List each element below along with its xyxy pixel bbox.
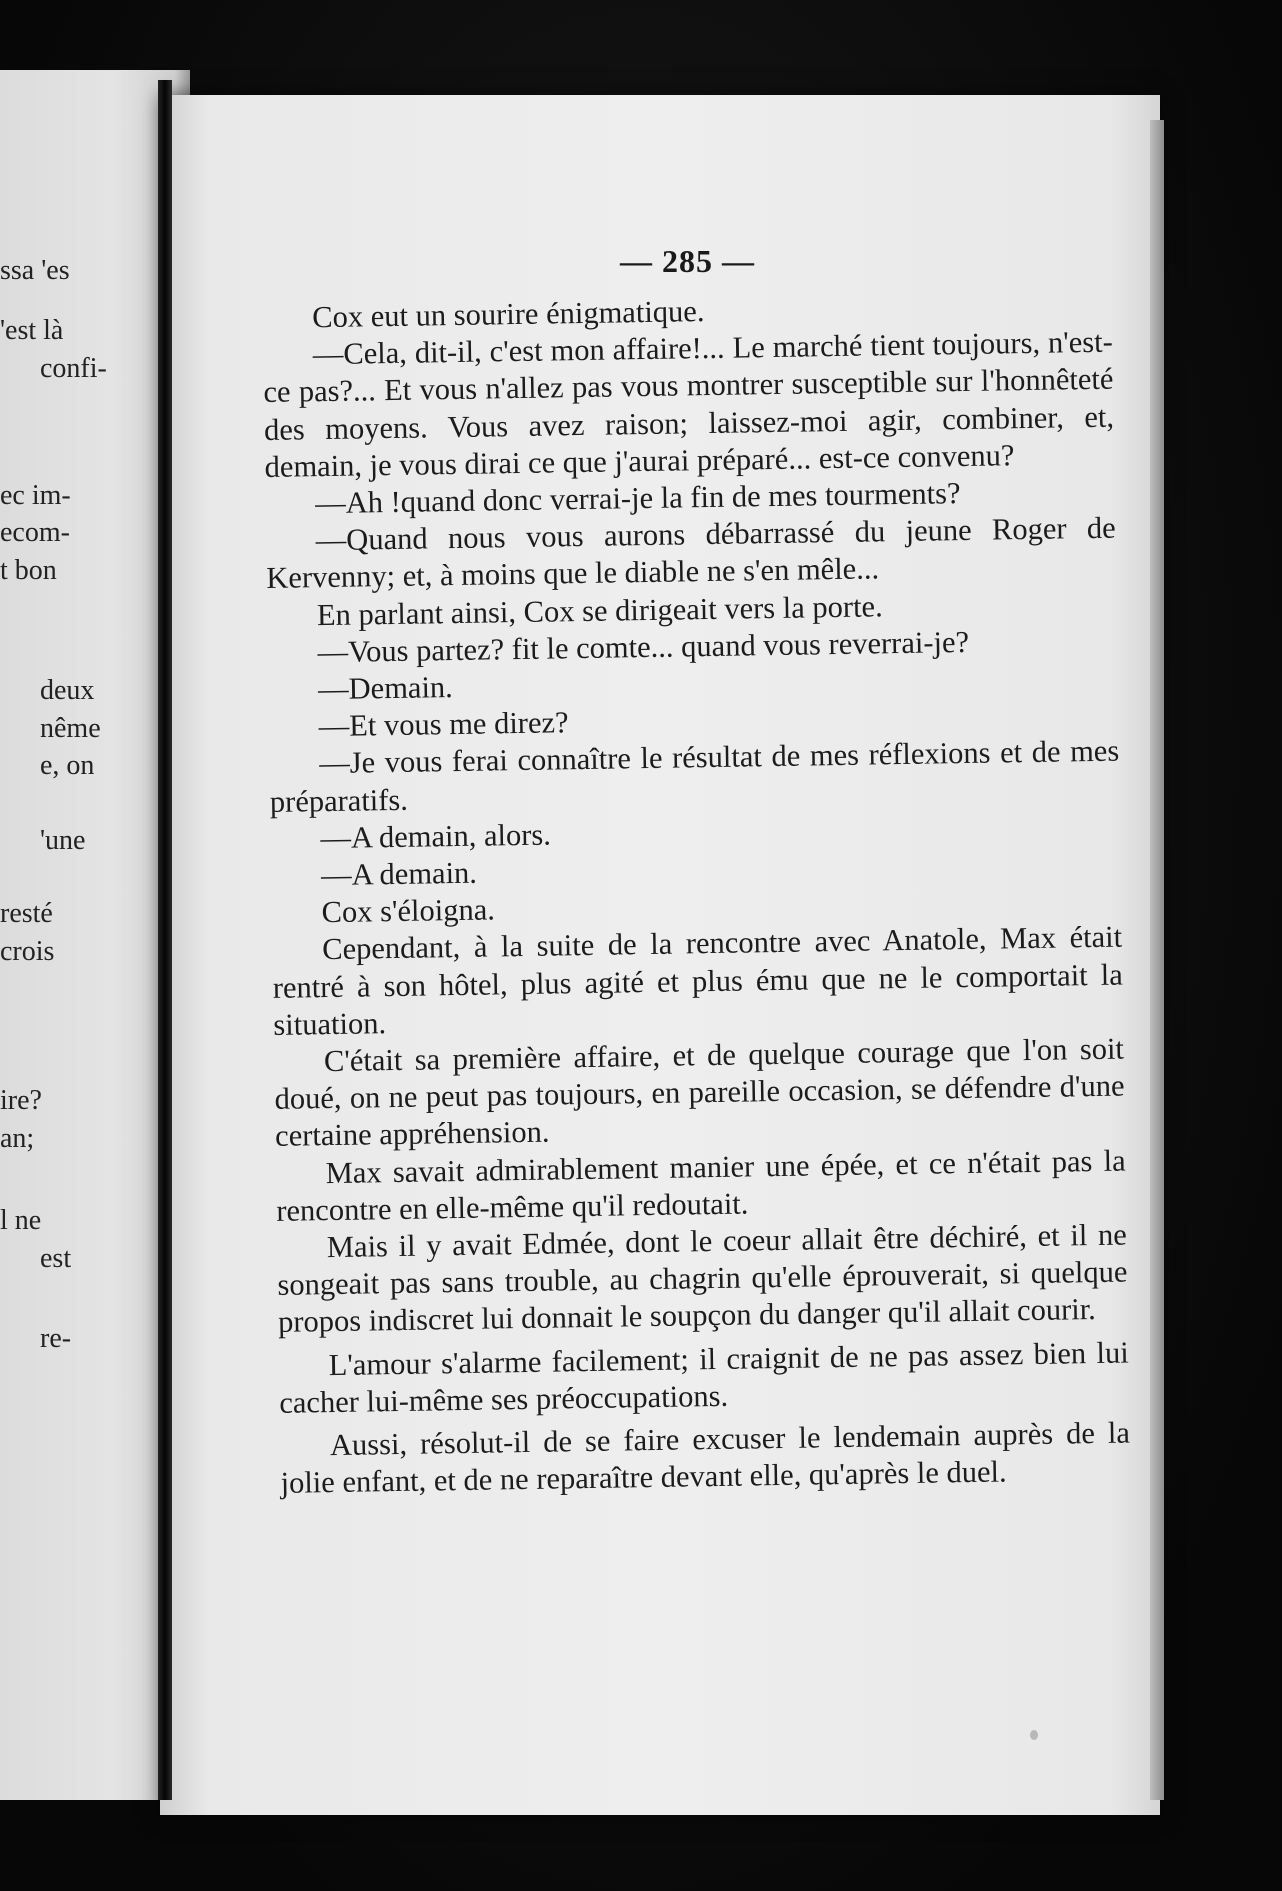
paragraph: —Ah !quand donc verrai-je la fin de mes tourments? (314, 476, 961, 521)
left-page-fragment: ecom- (0, 517, 70, 548)
paragraph: —Je vous ferai connaître le résultat de mes réflexions et de mes préparatifs. (269, 734, 1120, 819)
paragraph: Cependant, à la suite de la rencontre avec Anatole, Max était rentré à son hôtel, plus agité et plus ému que ne le comportait la situation. (272, 920, 1123, 1042)
paragraph: Max savait admirablement manier une épée, et ce n'était pas la rencontre en elle-même qu'il redoutait. (276, 1143, 1126, 1228)
paper-stain (1030, 1730, 1038, 1740)
left-page-fragment: 'une (40, 825, 86, 856)
paragraph: Cox s'éloigna. (321, 892, 496, 930)
paragraph: —Cela, dit-il, c'est mon affaire!... Le marché tient toujours, n'est-ce pas?... Et vous n'allez pas vous montrer susceptible sur l'honnêteté des moyens. Vous avez raison; laissez-moi agir, combiner, et, demain, je vous dirai ce que j'aurai préparé... est-ce convenu? (263, 324, 1115, 484)
left-page-fragment: est (40, 1243, 72, 1274)
paragraph: C'était sa première affaire, et de quelque courage que l'on soit doué, on ne peut pas toujours, en pareille occasion, se défendre d'une certaine appréhension. (274, 1031, 1125, 1154)
paragraph: Aussi, résolut-il de se faire excuser le lendemain auprès de la jolie enfant, et de ne reparaître devant elle, qu'après le duel. (280, 1415, 1131, 1501)
left-page-fragment: crois (0, 936, 55, 967)
left-page-fragment: an; (0, 1123, 35, 1154)
paragraph: —A demain. (320, 855, 478, 893)
left-page-fragment: e, on (40, 750, 95, 781)
left-page-fragment: confi- (40, 353, 107, 384)
paragraph: Mais il y avait Edmée, dont le coeur allait être déchiré, et il ne songeait pas sans trouble, au chagrin qu'elle éprouverait, si quelque propos indiscret lui donnait le soupçon du danger qu'il allait courir. (277, 1217, 1128, 1340)
left-page-fragment: ssa 'es (0, 255, 70, 286)
left-page-fragment: ire? (0, 1085, 42, 1116)
page-text (262, 287, 1131, 1503)
left-page-fragment: t bon (0, 555, 57, 586)
paragraph: Cox eut un sourire énigmatique. (312, 294, 705, 335)
left-page-fragment: re- (40, 1323, 72, 1354)
paragraph: —A demain, alors. (320, 817, 552, 855)
left-page-fragment: nême (40, 713, 101, 744)
page-number: — 285 — (620, 243, 755, 279)
book-spine (158, 80, 172, 1800)
left-page-fragment: l ne (0, 1205, 42, 1236)
paragraph: —Vous partez? fit le comte... quand vous reverrai-je? (317, 624, 970, 669)
paragraph: —Demain. (317, 670, 454, 707)
left-page-fragment: deux (40, 675, 95, 706)
paragraph: En parlant ainsi, Cox se dirigeait vers la porte. (316, 588, 883, 632)
page-edge (1150, 120, 1164, 1800)
paragraph: —Et vous me direz? (318, 705, 569, 744)
left-page-fragment: ec im- (0, 480, 71, 511)
left-page-fragment: resté (0, 898, 53, 929)
paragraph: L'amour s'alarme facilement; il craignit de ne pas assez bien lui cacher lui-même ses préoccupations. (279, 1335, 1129, 1420)
paragraph: —Quand nous vous aurons débarrassé du jeune Roger de Kervenny; et, à moins que le diable ne s'en mêle... (266, 510, 1116, 596)
left-page-fragment: 'est là (0, 315, 64, 346)
